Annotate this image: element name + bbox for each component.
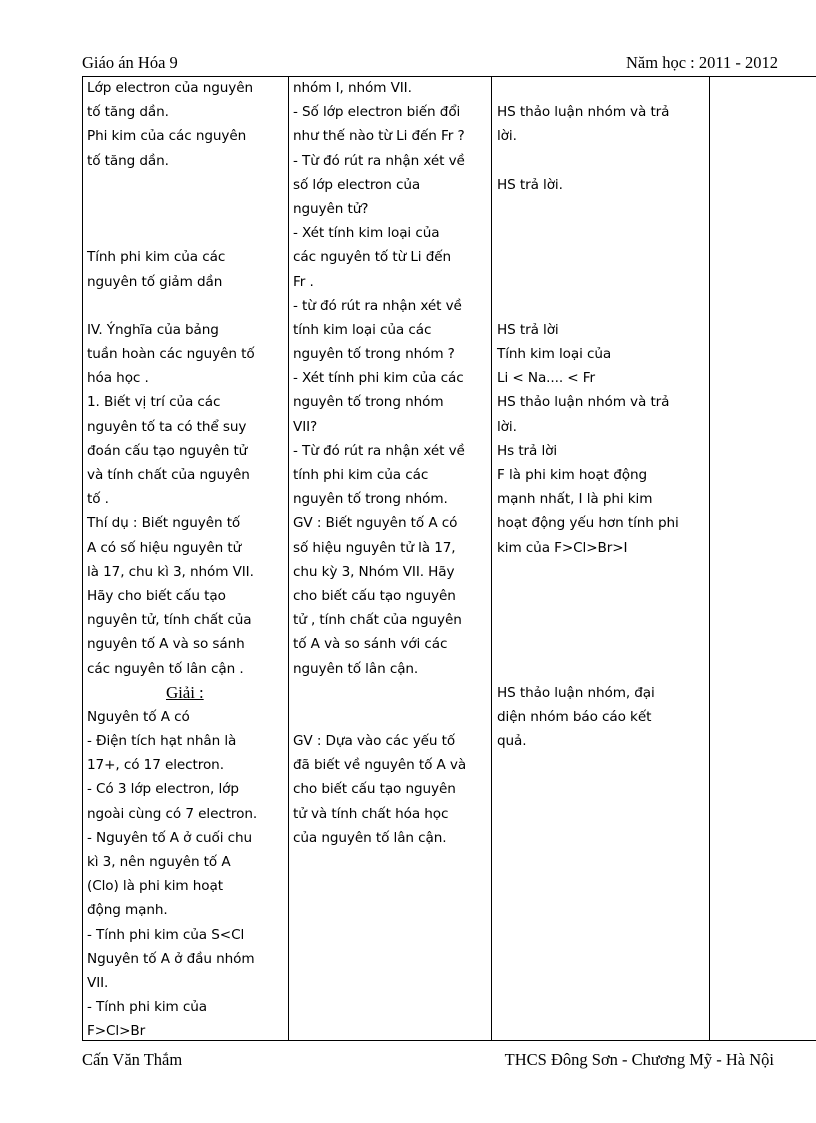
text-line: tố tăng dần. xyxy=(87,152,169,169)
text-line xyxy=(293,705,466,729)
text-line: GV : Biết nguyên tố A có xyxy=(293,515,458,532)
text-line: Lớp electron của nguyên xyxy=(87,80,254,96)
text-line: VII? xyxy=(293,418,318,435)
text-line xyxy=(87,197,257,221)
footer-school: THCS Đông Sơn - Chương Mỹ - Hà Nội xyxy=(504,1050,774,1069)
text-line: nguyên tố ta có thể suy xyxy=(87,418,247,435)
text-line: số hiệu nguyên tử là 17, xyxy=(293,539,456,556)
page-footer xyxy=(82,1050,778,1074)
text-line: ngoài cùng có 7 electron. xyxy=(87,805,258,822)
text-line: Li < Na.... < Fr xyxy=(497,370,596,387)
text-line: - Nguyên tố A ở cuối chu xyxy=(87,829,253,846)
text-line: (Clo) là phi kim hoạt xyxy=(87,878,223,895)
footer-author: Cấn Văn Thắm xyxy=(82,1050,183,1069)
text-line: - Số lớp electron biến đổi xyxy=(293,104,461,121)
text-line: chu kỳ 3, Nhóm VII. Hãy xyxy=(293,563,455,580)
text-line: - Tính phi kim của S<Cl xyxy=(87,926,245,943)
text-line: nguyên tố lân cận. xyxy=(293,660,419,677)
text-line: tố tăng dần. xyxy=(87,104,169,121)
text-line xyxy=(497,221,679,245)
text-line: 1. Biết vị trí của các xyxy=(87,394,221,411)
text-line: Hs trả lời xyxy=(497,442,558,459)
text-line: 17+, có 17 electron. xyxy=(87,757,224,774)
text-line xyxy=(87,221,257,245)
lesson-table xyxy=(82,76,816,1041)
text-line: nguyên tố trong nhóm ? xyxy=(293,346,455,363)
text-line: HS thảo luận nhóm, đại xyxy=(497,684,655,701)
text-line: - từ đó rút ra nhận xét về xyxy=(293,297,462,314)
text-line: A có số hiệu nguyên tử xyxy=(87,539,242,556)
text-line: tính kim loại của các xyxy=(293,321,432,338)
text-line: tính phi kim của các xyxy=(293,467,429,483)
text-line: đã biết về nguyên tố A và xyxy=(293,757,467,774)
text-line: Nguyên tố A có xyxy=(87,708,190,725)
text-line xyxy=(497,632,679,656)
text-line: nguyên tố A và so sánh xyxy=(87,636,245,653)
text-line: - Từ đó rút ra nhận xét về xyxy=(293,442,465,459)
text-line: nguyên tố trong nhóm xyxy=(293,394,444,411)
text-line xyxy=(497,76,679,100)
text-line xyxy=(497,197,679,221)
text-line xyxy=(497,270,679,294)
text-line: Tính phi kim của các xyxy=(87,249,226,266)
text-line: HS trả lời. xyxy=(497,176,563,193)
text-line: cho biết cấu tạo nguyên xyxy=(293,587,456,604)
text-line: số lớp electron của xyxy=(293,176,421,193)
text-line: và tính chất của nguyên xyxy=(87,467,250,483)
text-line: như thế nào từ Li đến Fr ? xyxy=(293,128,465,145)
text-line: - Xét tính kim loại của xyxy=(293,225,440,242)
text-line: lời. xyxy=(497,418,517,435)
text-line xyxy=(497,560,679,584)
text-line: diện nhóm báo cáo kết xyxy=(497,708,652,725)
text-line: - Có 3 lớp electron, lớp xyxy=(87,781,239,798)
text-line: Phi kim của các nguyên xyxy=(87,128,247,145)
student-activity-column xyxy=(497,76,679,753)
page-header xyxy=(82,53,778,75)
text-line: tố . xyxy=(87,491,109,508)
header-subject: Giáo án Hóa 9 xyxy=(82,53,178,72)
text-line xyxy=(497,149,679,173)
text-line: tử , tính chất của nguyên xyxy=(293,612,462,629)
text-line: kì 3, nên nguyên tố A xyxy=(87,854,231,870)
text-line: HS thảo luận nhóm và trả xyxy=(497,104,670,121)
text-line: là 17, chu kì 3, nhóm VII. xyxy=(87,563,254,580)
text-line: hóa học . xyxy=(87,370,149,387)
text-line: - Điện tích hạt nhân là xyxy=(87,733,237,750)
text-line xyxy=(293,681,466,705)
text-line: lời. xyxy=(497,128,517,145)
text-line: tử và tính chất hóa học xyxy=(293,805,449,822)
text-line xyxy=(87,294,257,318)
text-line xyxy=(497,294,679,318)
text-line: Tính kim loại của xyxy=(497,346,612,363)
text-line xyxy=(497,657,679,681)
column-divider xyxy=(288,76,289,1040)
text-line: IV. Ýnghĩa của bảng xyxy=(87,321,219,338)
text-line: động mạnh. xyxy=(87,902,168,919)
text-line: Hãy cho biết cấu tạo xyxy=(87,587,226,604)
text-line xyxy=(87,173,257,197)
text-line: - Xét tính phi kim của các xyxy=(293,370,464,387)
column-divider xyxy=(491,76,492,1040)
text-line xyxy=(497,584,679,608)
content-column xyxy=(87,76,257,1044)
text-line: quả. xyxy=(497,733,527,750)
text-line xyxy=(497,608,679,632)
text-line: của nguyên tố lân cận. xyxy=(293,829,447,846)
text-line: - Từ đó rút ra nhận xét về xyxy=(293,152,465,169)
text-line: các nguyên tố lân cận . xyxy=(87,660,244,677)
text-line: các nguyên tố từ Li đến xyxy=(293,249,452,266)
text-line: nhóm I, nhóm VII. xyxy=(293,80,412,96)
text-line: GV : Dựa vào các yếu tố xyxy=(293,733,456,750)
text-line: HS thảo luận nhóm và trả xyxy=(497,394,670,411)
text-line: nguyên tử, tính chất của xyxy=(87,612,252,629)
text-line: F>Cl>Br xyxy=(87,1023,146,1040)
text-line: F là phi kim hoạt động xyxy=(497,467,648,483)
text-line: - Tính phi kim của xyxy=(87,999,208,1016)
text-line: Fr . xyxy=(293,273,314,290)
header-school-year: Năm học : 2011 - 2012 xyxy=(626,53,778,72)
text-line xyxy=(497,245,679,269)
text-line: nguyên tố trong nhóm. xyxy=(293,491,448,508)
text-line: tố A và so sánh với các xyxy=(293,636,448,653)
text-line: mạnh nhất, I là phi kim xyxy=(497,491,653,508)
text-line: cho biết cấu tạo nguyên xyxy=(293,781,456,798)
text-line: HS trả lời xyxy=(497,321,559,338)
teacher-activity-column xyxy=(293,76,466,850)
text-line: nguyên tố giảm dần xyxy=(87,273,223,290)
text-line: đoán cấu tạo nguyên tử xyxy=(87,442,248,459)
solution-title: Giải : xyxy=(166,682,204,702)
text-line: kim của F>Cl>Br>I xyxy=(497,539,628,556)
text-line: Nguyên tố A ở đầu nhóm xyxy=(87,950,255,967)
text-line: Thí dụ : Biết nguyên tố xyxy=(87,515,241,532)
text-line: VII. xyxy=(87,974,109,991)
text-line: hoạt động yếu hơn tính phi xyxy=(497,515,679,532)
text-line: tuần hoàn các nguyên tố xyxy=(87,346,255,363)
text-line: nguyên tử? xyxy=(293,200,369,217)
column-divider xyxy=(709,76,710,1040)
